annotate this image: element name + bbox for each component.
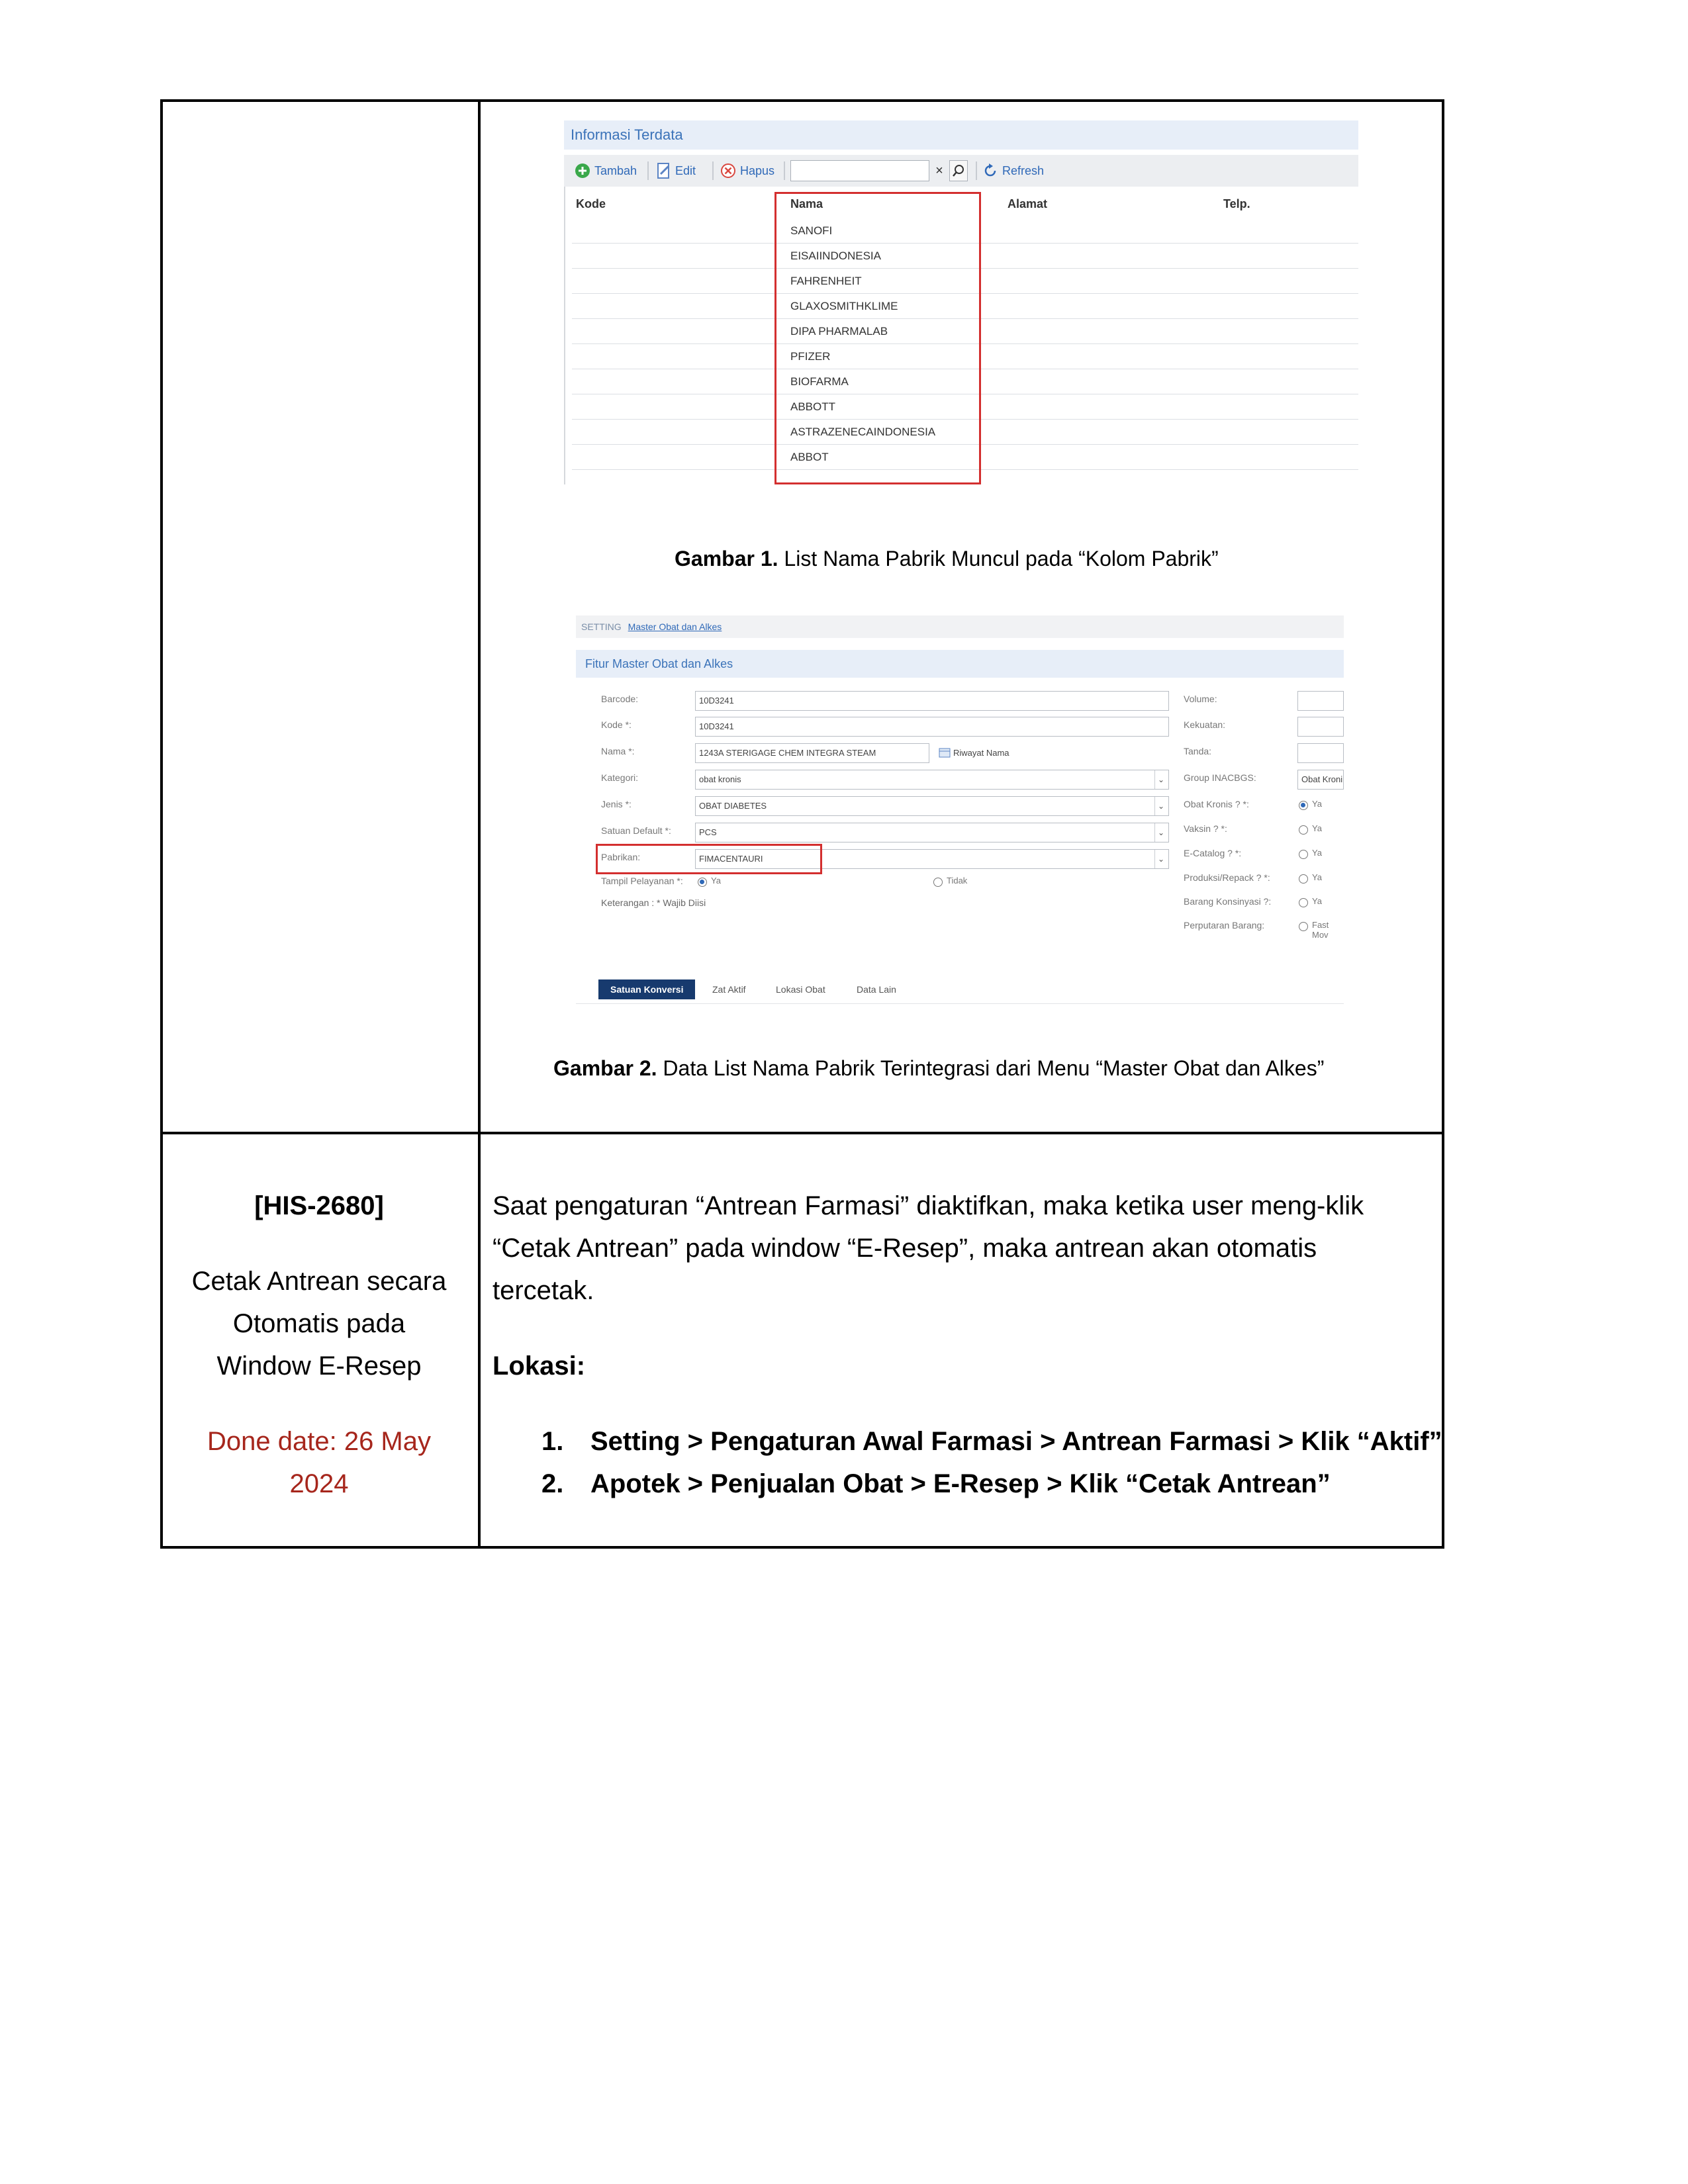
breadcrumb <box>576 615 1344 638</box>
column-header-alamat[interactable]: Alamat <box>1008 197 1048 210</box>
search-button[interactable] <box>949 160 968 181</box>
table-row[interactable]: BIOFARMA <box>572 369 1358 394</box>
kategori-select[interactable]: obat kronis ⌄ <box>695 770 1169 790</box>
add-button[interactable] <box>575 155 637 187</box>
table-row[interactable]: ABBOT <box>572 445 1358 470</box>
column-header-kode[interactable]: Kode <box>576 197 606 210</box>
perputaran-radio[interactable] <box>1299 922 1308 931</box>
tampil-ya-radio[interactable] <box>698 878 707 887</box>
group-inacbgs-label: Group INACBGS: <box>1184 772 1256 783</box>
vaksin-label: Vaksin ? *: <box>1184 823 1227 834</box>
satuan-select[interactable]: PCS ⌄ <box>695 823 1169 842</box>
search-input[interactable] <box>790 160 929 181</box>
tab-satuan-konversi[interactable]: Satuan Konversi <box>598 979 695 999</box>
kekuatan-label: Kekuatan: <box>1184 719 1226 730</box>
tampil-tidak-radio[interactable] <box>933 878 943 887</box>
kategori-label: Kategori: <box>601 772 639 783</box>
konsinyasi-radio[interactable] <box>1299 898 1308 907</box>
figure-1-caption: Gambar 1. List Nama Pabrik Muncul pada “Kolom Pabrik” <box>675 547 1219 570</box>
pabrikan-label: Pabrikan: <box>601 852 641 862</box>
add-label: Tambah <box>594 164 637 177</box>
table-row[interactable]: PFIZER <box>572 344 1358 369</box>
konsinyasi-ya-label: Ya <box>1312 896 1322 906</box>
calendar-icon <box>939 747 951 758</box>
table-row[interactable]: GLAXOSMITHKLIME <box>572 294 1358 319</box>
breadcrumb-link[interactable]: Master Obat dan Alkes <box>628 621 722 632</box>
table-row[interactable]: ABBOTT <box>572 394 1358 420</box>
figure-2-caption: Gambar 2. Data List Nama Pabrik Terintegrasi dari Menu “Master Obat dan Alkes” <box>553 1056 1325 1080</box>
perputaran-fast-label: Fast Mov <box>1312 920 1329 940</box>
toolbar <box>564 155 1358 187</box>
feature-title-line-2: Otomatis pada <box>232 1309 406 1338</box>
table-row[interactable]: DIPA PHARMALAB <box>572 319 1358 344</box>
feature-title-line-3: Window E-Resep <box>216 1351 422 1381</box>
figure-2-screenshot <box>576 615 1344 1006</box>
description-line-2: “Cetak Antrean” pada window “E-Resep”, maka antrean akan otomatis <box>492 1234 1317 1263</box>
clear-search-icon[interactable]: × <box>935 163 943 178</box>
location-step-1: 1. Setting > Pengaturan Awal Farmasi > Antrean Farmasi > Klik “Aktif” <box>541 1427 1442 1456</box>
tab-bar <box>576 979 1344 1004</box>
done-date-line-1: Done date: 26 May <box>207 1427 431 1456</box>
edit-label: Edit <box>675 164 696 177</box>
kode-label: Kode *: <box>601 719 632 730</box>
description-line-1: Saat pengaturan “Antrean Farmasi” diaktifkan, maka ketika user meng-klik <box>492 1191 1364 1220</box>
volume-field[interactable] <box>1297 691 1344 711</box>
table-row[interactable]: SANOFI <box>572 218 1358 244</box>
barcode-field[interactable]: 10D3241 <box>695 691 1169 711</box>
nama-field[interactable]: 1243A STERIGAGE CHEM INTEGRA STEAM <box>695 743 929 763</box>
tampil-label: Tampil Pelayanan *: <box>601 876 683 886</box>
vaksin-ya-label: Ya <box>1312 823 1322 833</box>
obat-kronis-radio[interactable] <box>1299 801 1308 810</box>
vaksin-radio[interactable] <box>1299 825 1308 835</box>
tampil-ya-label: Ya <box>711 876 721 886</box>
kode-field[interactable]: 10D3241 <box>695 717 1169 737</box>
volume-label: Volume: <box>1184 694 1217 704</box>
table-row[interactable]: EISAIINDONESIA <box>572 244 1358 269</box>
refresh-button[interactable] <box>982 155 1044 187</box>
ticket-id: [HIS-2680] <box>254 1191 384 1220</box>
ecatalog-label: E-Catalog ? *: <box>1184 848 1242 858</box>
obat-kronis-label: Obat Kronis ? *: <box>1184 799 1249 809</box>
done-date-line-2: 2024 <box>289 1469 349 1498</box>
ecatalog-ya-label: Ya <box>1312 848 1322 858</box>
close-circle-icon <box>720 163 736 179</box>
edit-button[interactable] <box>657 155 696 187</box>
column-header-telp[interactable]: Telp. <box>1223 197 1250 210</box>
tanda-field[interactable] <box>1297 743 1344 763</box>
obat-kronis-ya-label: Ya <box>1312 799 1322 809</box>
delete-label: Hapus <box>740 164 775 177</box>
produksi-radio[interactable] <box>1299 874 1308 884</box>
figure-1-screenshot <box>564 120 1358 484</box>
tab-lokasi-obat[interactable]: Lokasi Obat <box>776 984 825 995</box>
produksi-label: Produksi/Repack ? *: <box>1184 872 1270 883</box>
edit-icon <box>657 162 671 179</box>
keterangan-text: Keterangan : * Wajib Diisi <box>601 897 706 908</box>
column-divider <box>478 102 481 1546</box>
panel-title: Informasi Terdata <box>564 120 1358 150</box>
column-header-nama[interactable]: Nama <box>790 197 823 210</box>
tampil-tidak-label: Tidak <box>947 876 968 886</box>
description-line-3: tercetak. <box>492 1276 594 1305</box>
table-row[interactable]: ASTRAZENECAINDONESIA <box>572 420 1358 445</box>
tab-data-lain[interactable]: Data Lain <box>857 984 896 995</box>
row-divider <box>163 1132 1442 1134</box>
breadcrumb-root: SETTING <box>581 621 622 632</box>
produksi-ya-label: Ya <box>1312 872 1322 882</box>
tanda-label: Tanda: <box>1184 746 1212 756</box>
group-inacbgs-select[interactable]: Obat Kroni <box>1297 770 1344 790</box>
barcode-label: Barcode: <box>601 694 639 704</box>
jenis-label: Jenis *: <box>601 799 632 809</box>
satuan-label: Satuan Default *: <box>601 825 671 836</box>
delete-button[interactable] <box>720 155 774 187</box>
kekuatan-field[interactable] <box>1297 717 1344 737</box>
refresh-label: Refresh <box>1002 164 1045 177</box>
konsinyasi-label: Barang Konsinyasi ?: <box>1184 896 1272 907</box>
highlight-box <box>774 192 981 484</box>
location-step-2: 2. Apotek > Penjualan Obat > E-Resep > Klik “Cetak Antrean” <box>541 1469 1331 1498</box>
form-title: Fitur Master Obat dan Alkes <box>576 650 1344 678</box>
riwayat-nama-button[interactable]: Riwayat Nama <box>939 747 1009 758</box>
perputaran-label: Perputaran Barang: <box>1184 920 1265 931</box>
nama-label: Nama *: <box>601 746 635 756</box>
plus-circle-icon <box>575 163 590 179</box>
pabrikan-select[interactable]: FIMACENTAURI ⌄ <box>695 849 1169 869</box>
tab-zat-aktif[interactable]: Zat Aktif <box>712 984 746 995</box>
ecatalog-radio[interactable] <box>1299 850 1308 859</box>
lokasi-heading: Lokasi: <box>492 1351 586 1381</box>
refresh-icon <box>982 163 998 179</box>
table-row[interactable]: FAHRENHEIT <box>572 269 1358 294</box>
search-icon <box>950 161 967 181</box>
jenis-select[interactable]: OBAT DIABETES ⌄ <box>695 796 1169 816</box>
pabrikan-highlight-box <box>596 844 822 874</box>
feature-title-line-1: Cetak Antrean secara <box>191 1267 447 1296</box>
